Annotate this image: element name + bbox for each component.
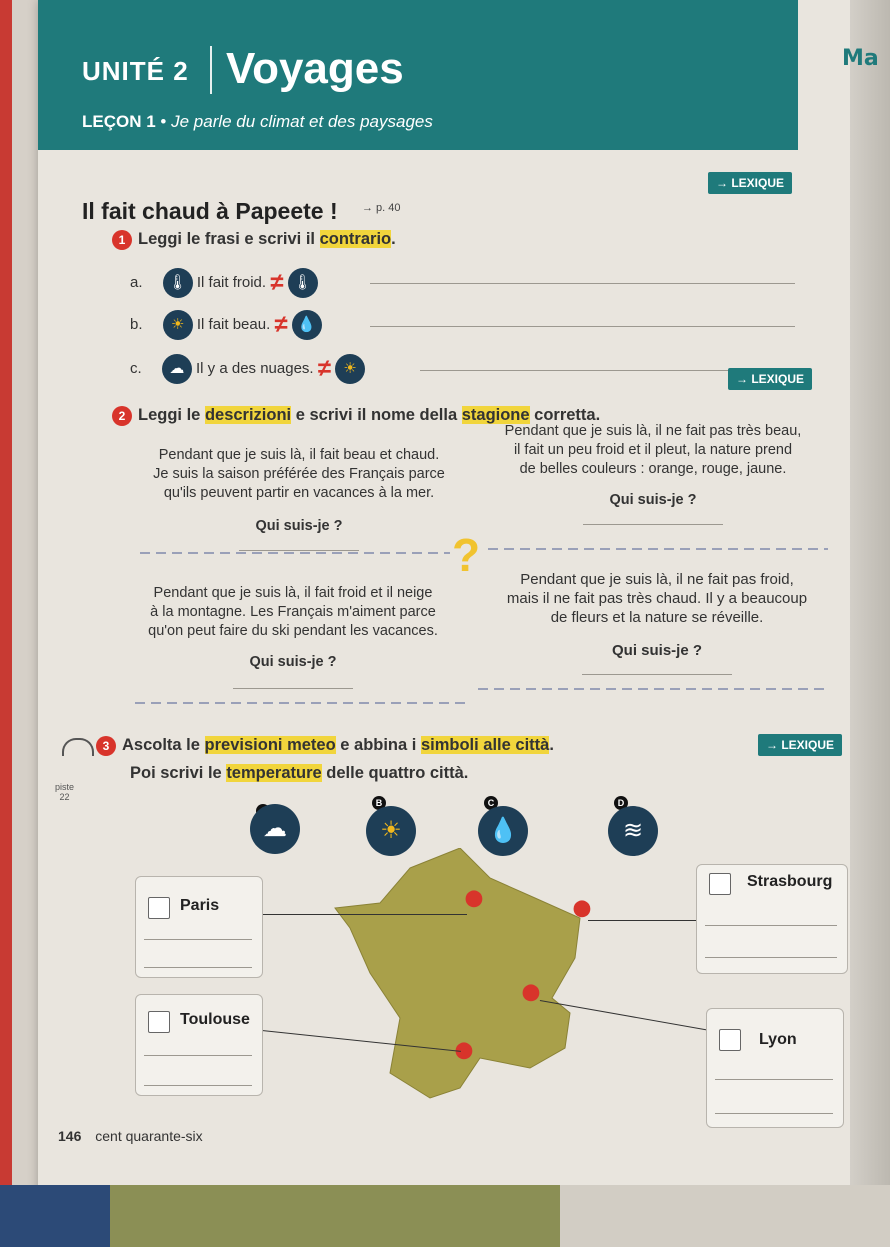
divider-dashed [135, 702, 470, 704]
question-label: Qui suis-je ? [609, 492, 697, 508]
answer-line[interactable] [583, 524, 723, 525]
not-equal-icon: ≠ [317, 355, 331, 382]
city-label-toulouse: Toulouse [180, 1011, 250, 1028]
pin-toulouse-icon: ⬤ [455, 1042, 473, 1059]
highlight: temperature [226, 764, 322, 782]
city-label-lyon: Lyon [759, 1031, 797, 1048]
page-ref: → p. 40 [362, 202, 401, 214]
desk-bottom [0, 1185, 890, 1247]
highlight: stagione [461, 406, 530, 424]
city-box-paris [135, 876, 263, 978]
answer-line[interactable] [144, 1085, 252, 1086]
lesson-title: Je parle du climat et des paysages [171, 112, 433, 131]
unit-title: Voyages [226, 44, 404, 93]
highlight: descrizioni [204, 406, 292, 424]
exercise-3-instruction-2: Poi scrivi le temperature delle quattro città. [130, 764, 469, 782]
thermometer-hot-icon: 🌡 [288, 268, 318, 298]
sun-icon: ☀ [366, 806, 416, 856]
answer-line[interactable] [715, 1113, 833, 1114]
city-box-toulouse [135, 994, 263, 1096]
page-number: 146 [58, 1128, 82, 1144]
not-equal-icon: ≠ [274, 311, 288, 338]
lexique-tag-2[interactable]: → LEXIQUE [728, 368, 812, 390]
exercise-1-item-a: a. 🌡 Il fait froid. ≠ 🌡 [130, 268, 318, 298]
exercise-1-item-b: b. ☀ Il fait beau. ≠ 💧 [130, 310, 322, 340]
city-label-strasbourg: Strasbourg [747, 873, 833, 890]
answer-line-a[interactable] [370, 283, 795, 284]
answer-line[interactable] [144, 1055, 252, 1056]
connector-strasbourg [588, 920, 696, 921]
lexique-tag-3[interactable]: → LEXIQUE [758, 734, 842, 756]
lesson-line [82, 112, 433, 132]
pin-strasbourg-icon: ⬤ [573, 900, 591, 917]
france-map [330, 848, 590, 1110]
page-number-text: cent quarante-six [95, 1128, 203, 1144]
answer-line[interactable] [705, 925, 837, 926]
checkbox-strasbourg[interactable] [709, 873, 731, 895]
divider-dashed [488, 548, 828, 550]
lexique-tag-1[interactable]: → LEXIQUE [708, 172, 792, 194]
header-divider [210, 46, 212, 94]
exercise-1-number: 1 [112, 230, 132, 250]
checkbox-paris[interactable] [148, 897, 170, 919]
desk-left [0, 0, 40, 1247]
exercise-1-instruction: 1 Leggi le frasi e scrivi il contrario. [112, 230, 396, 250]
exercise-2-instruction: 2 Leggi le descrizioni e scrivi il nome della stagione corretta. [112, 406, 600, 426]
symbol-letter-d: D [614, 796, 628, 810]
headphones-icon [62, 738, 94, 756]
answer-line[interactable] [233, 688, 353, 689]
divider-dashed [140, 552, 450, 554]
rain-icon: 💧 [292, 310, 322, 340]
sun-icon: ☀ [335, 354, 365, 384]
answer-line[interactable] [715, 1079, 833, 1080]
season-card-summer: Pendant que je suis là, il fait beau et chaud. Je suis la saison préférée des Français parce qu'ils peuvent partir en vacances à la mer. Qui suis-je ? [140, 446, 458, 551]
answer-line[interactable] [582, 674, 732, 675]
answer-line[interactable] [239, 550, 359, 551]
corner-text: Ma [842, 46, 879, 71]
question-label: Qui suis-je ? [249, 654, 337, 670]
answer-line-b[interactable] [370, 326, 795, 327]
highlight: simboli alle città [420, 736, 550, 754]
exercise-3-number: 3 [96, 736, 116, 756]
pin-lyon-icon: ⬤ [522, 984, 540, 1001]
answer-line[interactable] [705, 957, 837, 958]
season-card-winter: Pendant que je suis là, il fait froid et il neige à la montagne. Les Français m'aiment parce qu'on peut faire du ski pendant les vacances. Qui suis-je ? [118, 584, 468, 689]
france-shape [335, 848, 580, 1098]
city-label-paris: Paris [180, 897, 220, 914]
checkbox-toulouse[interactable] [148, 1011, 170, 1033]
thermometer-cold-icon: 🌡 [163, 268, 193, 298]
page-edge-right [850, 0, 890, 1247]
answer-line[interactable] [144, 939, 252, 940]
cloud-icon: ☁ [250, 804, 300, 854]
question-label: Qui suis-je ? [611, 642, 702, 659]
pin-paris-icon: ⬤ [465, 890, 483, 907]
divider-dashed [478, 688, 828, 690]
audio-track: piste 22 [55, 782, 75, 802]
cloud-icon: ☁ [162, 354, 192, 384]
checkbox-lyon[interactable] [719, 1029, 741, 1051]
highlight: previsioni meteo [204, 736, 336, 754]
page-footer [58, 1128, 203, 1144]
lesson-label: LEÇON 1 [82, 112, 156, 131]
symbol-letter-c: C [484, 796, 498, 810]
wind-icon: ≋ [608, 806, 658, 856]
exercise-2-number: 2 [112, 406, 132, 426]
exercise-3-instruction: 3 Ascolta le previsioni meteo e abbina i simboli alle città. [96, 736, 554, 756]
sun-icon: ☀ [163, 310, 193, 340]
connector-paris [262, 914, 467, 915]
exercise-1-item-c: c. ☁ Il y a des nuages. ≠ ☀ [130, 354, 365, 384]
section-title: Il fait chaud à Papeete ! [82, 198, 338, 224]
city-box-lyon [706, 1008, 844, 1128]
unit-label: UNITÉ 2 [82, 56, 189, 86]
question-mark: ? [452, 529, 481, 581]
rain-icon: 💧 [478, 806, 528, 856]
answer-line[interactable] [144, 967, 252, 968]
lesson-sep: • [160, 112, 167, 131]
question-label: Qui suis-je ? [255, 518, 343, 534]
not-equal-icon: ≠ [270, 269, 284, 296]
city-box-strasbourg [696, 864, 848, 974]
symbol-letter-b: B [372, 796, 386, 810]
season-card-spring: Pendant que je suis là, il ne fait pas froid, mais il ne fait pas très chaud. Il y a beaucoup de fleurs et la nature se réveille. Qui suis-je ? [482, 570, 832, 675]
highlight: contrario [319, 230, 392, 248]
season-card-autumn: Pendant que je suis là, il ne fait pas très beau, il fait un peu froid et il pleut, la nature prend de belles couleurs : orange, rouge, jaune. Qui suis-je ? [478, 422, 828, 525]
